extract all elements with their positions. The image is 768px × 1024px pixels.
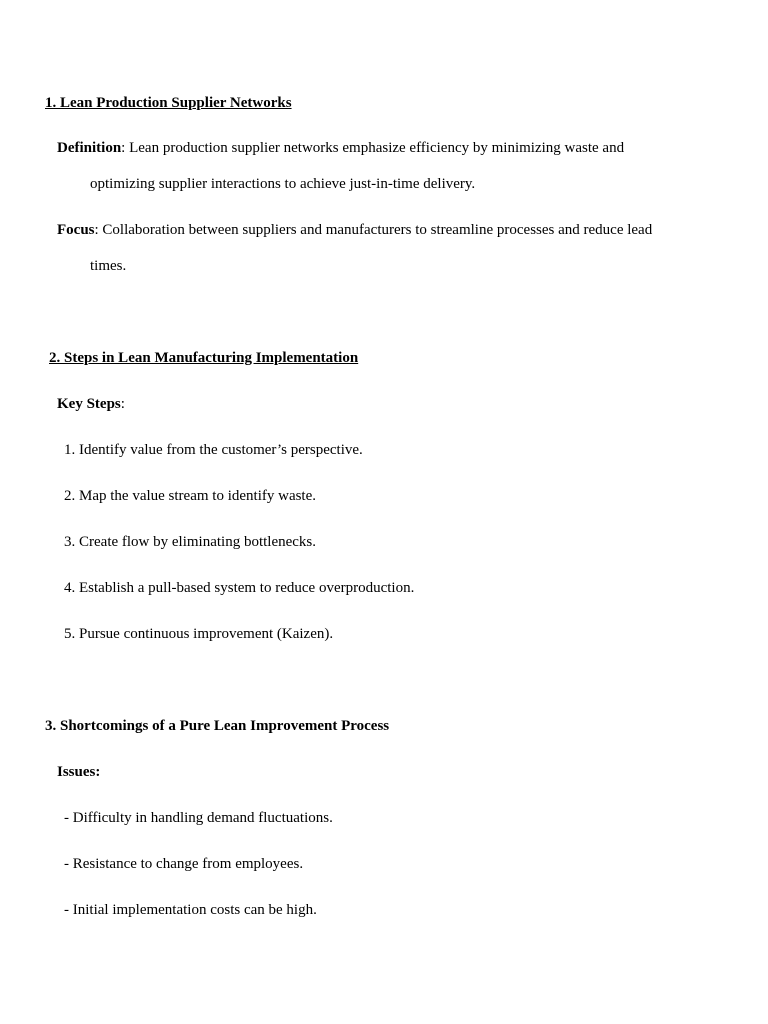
step-item: 3. Create flow by eliminating bottlenecks. — [64, 534, 317, 550]
step-item: 1. Identify value from the customer’s perspective. — [64, 442, 363, 458]
step-item: 2. Map the value stream to identify waste. — [64, 488, 317, 504]
definition-term: Definition — [57, 140, 122, 156]
focus-line-1 — [57, 221, 652, 239]
section-3-heading: 3. Shortcomings of a Pure Lean Improvement Process — [45, 718, 390, 734]
focus-term: Focus — [57, 222, 95, 238]
focus-text-1: : Collaboration between suppliers and manufacturers to streamline processes and reduce lead — [94, 222, 653, 238]
issue-item: - Initial implementation costs can be high. — [64, 902, 317, 918]
key-steps-colon: : — [120, 396, 125, 412]
section-2-heading: 2. Steps in Lean Manufacturing Implementation — [49, 350, 359, 366]
focus-line-2: times. — [90, 258, 127, 274]
issue-item: - Resistance to change from employees. — [64, 856, 304, 872]
issue-item: - Difficulty in handling demand fluctuations. — [64, 810, 333, 826]
key-steps-term: Key Steps — [57, 396, 121, 412]
definition-text-1: : Lean production supplier networks emphasize efficiency by minimizing waste and — [121, 140, 625, 156]
step-item: 5. Pursue continuous improvement (Kaizen). — [64, 626, 334, 642]
definition-line-2: optimizing supplier interactions to achieve just-in-time delivery. — [90, 176, 476, 192]
step-item: 4. Establish a pull-based system to reduce overproduction. — [64, 580, 415, 596]
key-steps-label — [57, 395, 125, 413]
issues-label: Issues: — [57, 764, 101, 780]
definition-line-1 — [57, 139, 624, 157]
section-1-heading: 1. Lean Production Supplier Networks — [45, 95, 292, 111]
